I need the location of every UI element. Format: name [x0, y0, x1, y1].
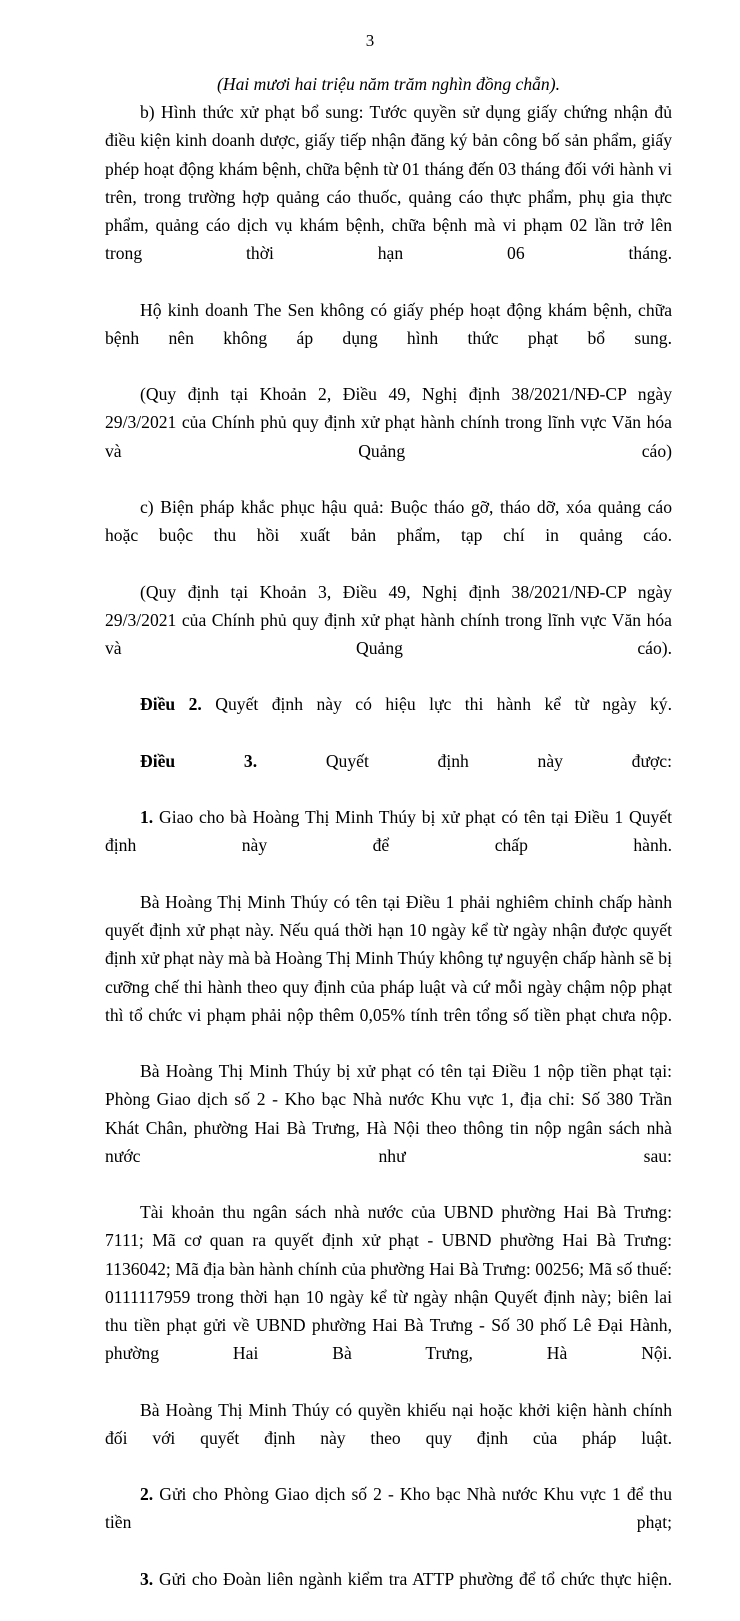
paragraph-compliance: Bà Hoàng Thị Minh Thúy có tên tại Điều 1 phải nghiêm chỉnh chấp hành quyết định xử phạt này. Nếu quá thời hạn 10 ngày kể từ ngày nhận được quyết định xử phạt này mà bà Hoàng Thị Minh Thúy không tự nguyện chấp hành sẽ bị cưỡng chế thi hành theo quy định của pháp luật và cứ mỗi ngày chậm nộp phạt thì tổ chức vi phạm phải nộp thêm 0,05% tính trên tổng số tiền phạt chưa nộp.	[105, 891, 672, 1025]
article-2-text: Quyết định này có hiệu lực thi hành kể từ ngày ký.	[201, 694, 673, 715]
clause-1-label: 1.	[140, 807, 154, 828]
clause-2-label: 2.	[140, 1484, 154, 1505]
paragraph-amount-in-words: (Hai mươi hai triệu năm trăm nghìn đồng chẵn).	[217, 74, 560, 94]
paragraph-article-3	[105, 747, 672, 803]
paragraph-appeal-rights: Bà Hoàng Thị Minh Thúy có quyền khiếu nại hoặc khởi kiện hành chính đối với quyết định này theo quy định của pháp luật.	[105, 1399, 672, 1448]
document-body	[105, 70, 672, 1621]
paragraph-clause-3	[105, 1565, 672, 1621]
paragraph-clause-2	[105, 1480, 672, 1565]
paragraph-business-note: Hộ kinh doanh The Sen không có giấy phép hoạt động khám bệnh, chữa bệnh nên không áp dụng hình thức phạt bổ sung.	[105, 299, 672, 348]
page-number: 3	[365, 31, 375, 50]
article-2-label: Điều 2.	[140, 694, 202, 715]
clause-2-text: Gửi cho Phòng Giao dịch số 2 - Kho bạc Nhà nước Khu vực 1 để thu tiền phạt;	[105, 1484, 672, 1533]
article-3-label: Điều 3.	[140, 750, 258, 771]
paragraph-item-c: c) Biện pháp khắc phục hậu quả: Buộc tháo gỡ, tháo dỡ, xóa quảng cáo hoặc buộc thu hồi xuất bản phẩm, tạp chí in quảng cáo.	[105, 497, 672, 546]
paragraph-payment-details: Tài khoản thu ngân sách nhà nước của UBND phường Hai Bà Trưng: 7111; Mã cơ quan ra quyết định xử phạt - UBND phường Hai Bà Trưng: 1136042; Mã địa bàn hành chính của phường Hai Bà Trưng: 00256; Mã số thuế: 0111117959 trong thời hạn 10 ngày kể từ ngày nhận Quyết định này; biên lai thu tiền phạt gửi về UBND phường Hai Bà Trưng - Số 30 phố Lê Đại Hành, phường Hai Bà Trưng, Hà Nội.	[105, 1202, 672, 1364]
clause-3-text: Gửi cho Đoàn liên ngành kiểm tra ATTP phường để tổ chức thực hiện.	[153, 1568, 672, 1589]
paragraph-item-b: b) Hình thức xử phạt bổ sung: Tước quyền sử dụng giấy chứng nhận đủ điều kiện kinh doanh dược, giấy tiếp nhận đăng ký bản công bố sản phẩm, giấy phép hoạt động khám bệnh, chữa bệnh từ 01 tháng đến 03 tháng đối với hành vi trên, trong trường hợp quảng cáo thuốc, quảng cáo thực phẩm, phụ gia thực phẩm, quảng cáo dịch vụ khám bệnh, chữa bệnh mà vi phạm 02 lần trở lên trong thời hạn 06 tháng.	[105, 102, 672, 264]
clause-3-label: 3.	[140, 1568, 154, 1589]
article-3-text: Quyết định này được:	[257, 750, 673, 771]
paragraph-article-2	[105, 690, 672, 746]
paragraph-citation-2: (Quy định tại Khoản 3, Điều 49, Nghị định 38/2021/NĐ-CP ngày 29/3/2021 của Chính phủ quy định xử phạt hành chính trong lĩnh vực Văn hóa và Quảng cáo).	[105, 581, 672, 659]
paragraph-clause-1	[105, 803, 672, 888]
clause-1-text: Giao cho bà Hoàng Thị Minh Thúy bị xử phạt có tên tại Điều 1 Quyết định này để chấp hành.	[105, 807, 672, 856]
paragraph-payment-place: Bà Hoàng Thị Minh Thúy bị xử phạt có tên tại Điều 1 nộp tiền phạt tại: Phòng Giao dịch số 2 - Kho bạc Nhà nước Khu vực 1, địa chỉ: Số 380 Trần Khát Chân, phường Hai Bà Trưng, Hà Nội theo thông tin nộp ngân sách nhà nước như sau:	[105, 1061, 672, 1166]
paragraph-citation-1: (Quy định tại Khoản 2, Điều 49, Nghị định 38/2021/NĐ-CP ngày 29/3/2021 của Chính phủ quy định xử phạt hành chính trong lĩnh vực Văn hóa và Quảng cáo)	[105, 384, 672, 461]
